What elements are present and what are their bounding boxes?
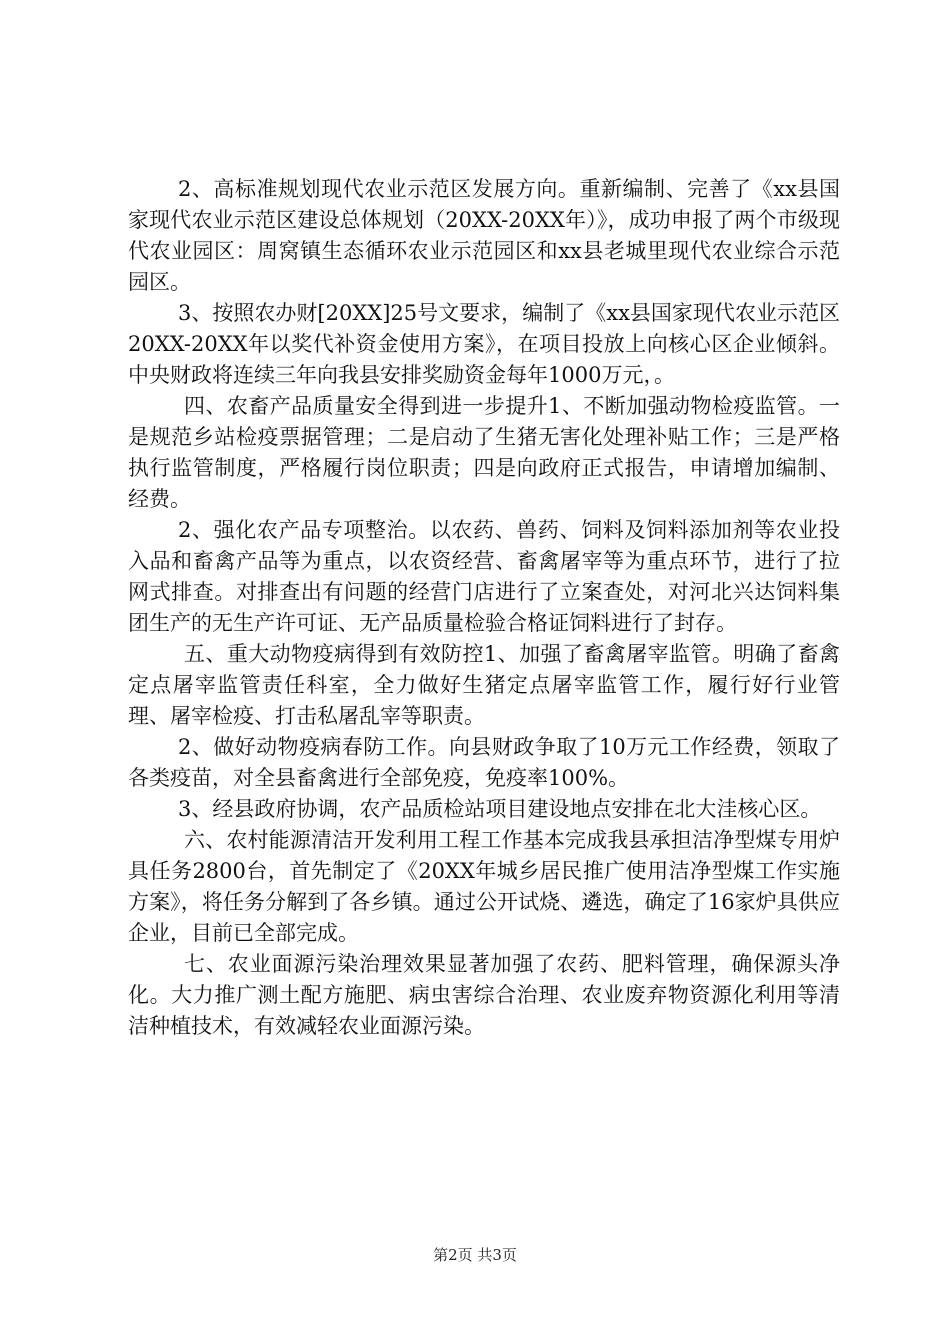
paragraph-6: 2、做好动物疫病春防工作。向县财政争取了10万元工作经费，领取了各类疫苗，对全县畜禽进行全部免疫，免疫率100%。 [128,735,840,790]
paragraph-5: 五、重大动物疫病得到有效防控1、加强了畜禽屠宰监管。明确了畜禽定点屠宰监管责任科室，全力做好生猪定点屠宰监管工作，履行好行业管理、屠宰检疫、打击私屠乱宰等职责。 [128,642,840,728]
paragraph-7: 3、经县政府协调，农产品质检站项目建设地点安排在北大洼核心区。 [178,797,822,821]
paragraph-1: 2、高标准规划现代农业示范区发展方向。重新编制、完善了《xx县国家现代农业示范区建设总体规划（20XX-20XX年）》，成功申报了两个市级现代农业园区：周窝镇生态循环农业示范园区和xx县老城里现代农业综合示范园区。 [128,177,840,294]
paragraph-3: 四、农畜产品质量安全得到进一步提升1、不断加强动物检疫监管。一是规范乡站检疫票据管理；二是启动了生猪无害化处理补贴工作；三是严格执行监管制度，严格履行岗位职责；四是向政府正式报告，申请增加编制、经费。 [128,394,840,511]
paragraph-8: 六、农村能源清洁开发利用工程工作基本完成我县承担洁净型煤专用炉具任务2800台，首先制定了《20XX年城乡居民推广使用洁净型煤工作实施方案》，将任务分解到了各乡镇。通过公开试烧、遴选，确定了16家炉具供应企业，目前已全部完成。 [128,828,840,945]
paragraph-4: 2、强化农产品专项整治。以农药、兽药、饲料及饲料添加剂等农业投入品和畜禽产品等为重点，以农资经营、畜禽屠宰等为重点环节，进行了拉网式排查。对排查出有问题的经营门店进行了立案查处，对河北兴达饲料集团生产的无生产许可证、无产品质量检验合格证饲料进行了封存。 [128,518,840,635]
paragraph-2: 3、按照农办财[20XX]25号文要求，编制了《xx县国家现代农业示范区20XX-20XX年以奖代补资金使用方案》，在项目投放上向核心区企业倾斜。中央财政将连续三年向我县安排奖励资金每年1000万元，。 [128,301,840,387]
page-number-footer: 第2页 共3页 [433,1246,517,1264]
document-body [128,174,840,1042]
paragraph-9: 七、农业面源污染治理效果显著加强了农药、肥料管理，确保源头净化。大力推广测土配方施肥、病虫害综合治理、农业废弃物资源化利用等清洁种植技术，有效减轻农业面源污染。 [128,952,840,1038]
